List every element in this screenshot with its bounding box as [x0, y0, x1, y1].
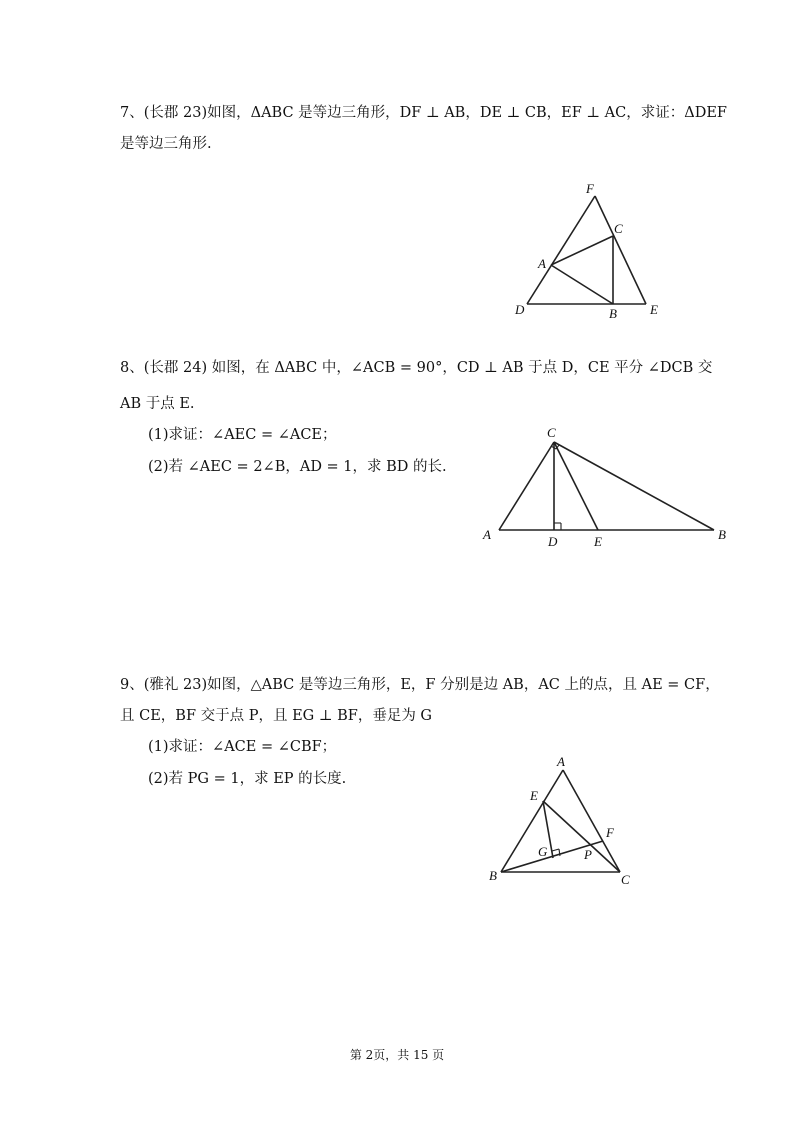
label-F: F [586, 181, 594, 196]
segment-CB [554, 442, 714, 530]
label-E: E [530, 788, 538, 803]
page-footer: 第 2页，共 15 页 [349, 1048, 445, 1062]
label-C: C [621, 872, 630, 887]
problem-8-part1: (1)求证：∠AEC = ∠ACE； [148, 427, 337, 443]
right-angle-mark-G1 [552, 849, 559, 851]
label-B: B [609, 306, 617, 321]
label-D: D [515, 302, 525, 317]
problem-8-line1: 8、(长郡 24) 如图，在 ΔABC 中，∠ACB = 90°，CD ⊥ AB 于点 D，CE 平分 ∠DCB 交 [120, 360, 713, 376]
problem-9-part2: (2)若 PG = 1，求 EP 的长度. [148, 771, 347, 787]
problem-8-part2: (2)若 ∠AEC = 2∠B，AD = 1，求 BD 的长. [148, 459, 447, 475]
segment-CE [554, 442, 598, 530]
label-B: B [718, 527, 726, 542]
problem-8-line2: AB 于点 E. [120, 396, 195, 412]
label-A: A [538, 256, 546, 271]
problem-7-figure [505, 176, 670, 326]
label-B: B [489, 868, 497, 883]
label-A: A [483, 527, 491, 542]
segment-CA [499, 442, 554, 530]
problem-9-line1: 9、(雅礼 23)如图，△ABC 是等边三角形，E，F 分别是边 AB，AC 上的点，且 AE = CF， [120, 677, 720, 693]
label-D: D [548, 534, 558, 549]
label-E: E [650, 302, 658, 317]
segment-FE [595, 196, 646, 304]
problem-7-line1: 7、(长郡 23)如图，ΔABC 是等边三角形，DF ⊥ AB，DE ⊥ CB，EF ⊥ AC，求证：ΔDEF [120, 105, 727, 121]
problem-9-part1: (1)求证：∠ACE = ∠CBF； [148, 739, 337, 755]
problem-8-figure [478, 420, 734, 550]
problem-9-line2: 且 CE，BF 交于点 P，且 EG ⊥ BF，垂足为 G [120, 708, 433, 724]
label-P: P [584, 847, 592, 862]
label-C: C [614, 221, 623, 236]
label-E: E [594, 534, 602, 549]
problem-9-figure [485, 752, 635, 888]
label-G: G [538, 844, 548, 859]
problem-7-line2: 是等边三角形. [120, 136, 212, 152]
label-A: A [557, 754, 565, 769]
segment-AB [551, 265, 613, 304]
label-C: C [547, 425, 556, 440]
label-F: F [606, 825, 614, 840]
